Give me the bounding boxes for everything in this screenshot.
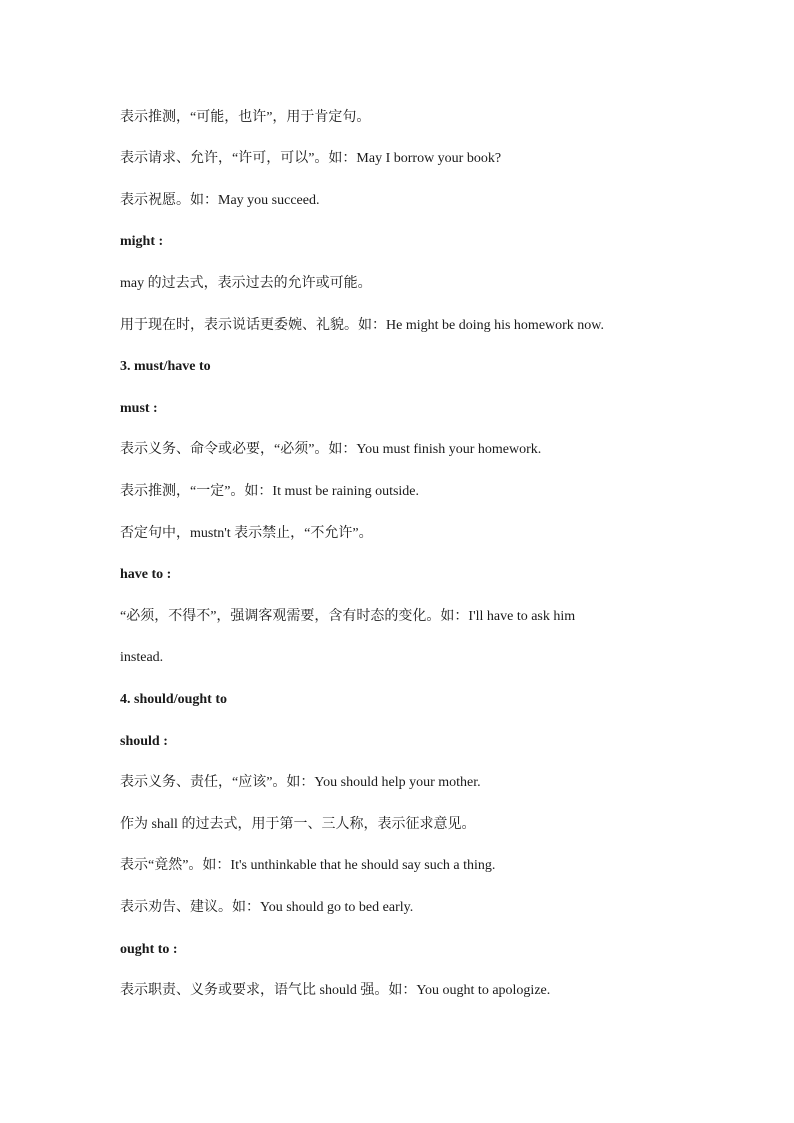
text-line: 表示义务、责任，“应该”。如：You should help your mother. xyxy=(120,775,481,790)
text-line: 表示祝愿。如：May you succeed. xyxy=(120,193,320,208)
text-line: 否定句中，mustn't 表示禁止，“不允许”。 xyxy=(120,526,373,541)
text-line: 表示推测，“一定”。如：It must be raining outside. xyxy=(120,484,420,499)
section-heading: 4. should/ought to xyxy=(120,692,227,707)
text-line: may 的过去式，表示过去的允许或可能。 xyxy=(120,276,372,291)
text-line: 用于现在时，表示说话更委婉、礼貌。如：He might be doing his homework now. xyxy=(120,318,605,333)
section-heading: might : xyxy=(120,234,164,249)
text-line: 作为 shall 的过去式，用于第一、三人称，表示征求意见。 xyxy=(120,817,476,832)
section-heading: must : xyxy=(120,401,158,416)
text-line: 表示“竟然”。如：It's unthinkable that he should say such a thing. xyxy=(120,858,496,873)
text-line: 表示劝告、建议。如：You should go to bed early. xyxy=(120,900,414,915)
text-line: 表示义务、命令或必要，“必须”。如：You must finish your homework. xyxy=(120,442,542,457)
section-heading: 3. must/have to xyxy=(120,359,211,374)
section-heading: ought to : xyxy=(120,942,178,957)
text-line: 表示请求、允许，“许可，可以”。如：May I borrow your book? xyxy=(120,151,502,166)
section-heading: have to : xyxy=(120,567,172,582)
text-line: “必须，不得不”，强调客观需要，含有时态的变化。如：I'll have to ask him xyxy=(120,609,576,624)
text-line: 表示推测，“可能，也许”，用于肯定句。 xyxy=(120,110,371,125)
text-line: instead. xyxy=(120,650,164,665)
section-heading: should : xyxy=(120,734,168,749)
text-line: 表示职责、义务或要求，语气比 should 强。如：You ought to apologize. xyxy=(120,983,551,998)
